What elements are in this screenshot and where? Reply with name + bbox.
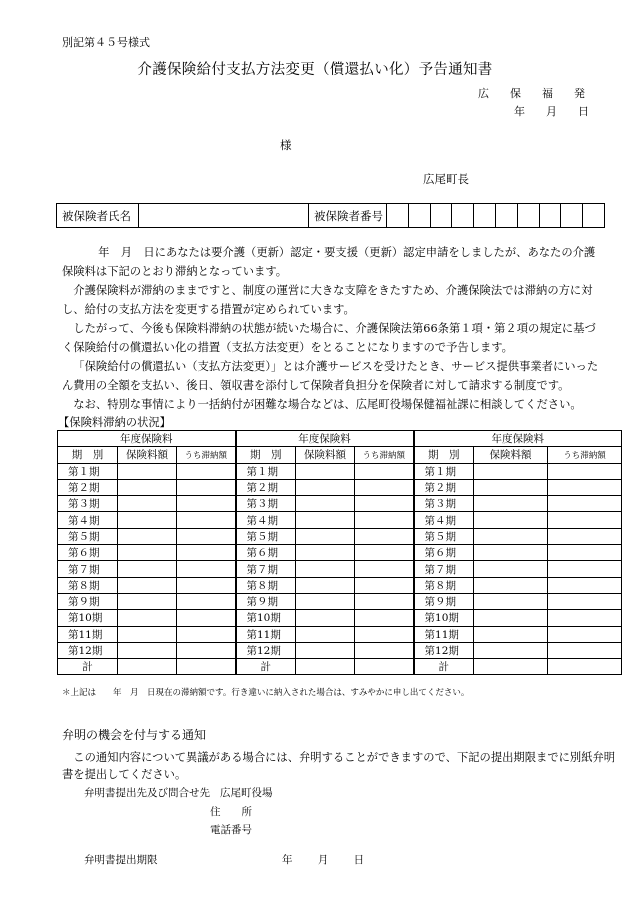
total-row bbox=[58, 659, 622, 675]
amount-cell[interactable] bbox=[296, 479, 355, 495]
period-label: 第７期 bbox=[414, 561, 474, 577]
period-row bbox=[58, 463, 622, 479]
period-label: 第６期 bbox=[58, 545, 118, 561]
unpaid-cell[interactable] bbox=[355, 659, 414, 675]
date-day: 日 bbox=[578, 105, 589, 118]
amount-cell[interactable] bbox=[474, 528, 548, 544]
period-label: 第12期 bbox=[236, 642, 296, 658]
period-row bbox=[58, 528, 622, 544]
addressee-suffix: 様 bbox=[280, 138, 292, 152]
year-header: 年度保険料 bbox=[58, 431, 236, 447]
amount-cell[interactable] bbox=[296, 561, 355, 577]
insured-number-digit[interactable] bbox=[561, 204, 583, 228]
notice-paragraph: 介護保険料が滞納のままですと、制度の運営に大きな支障をきたすため、介護保険法では滞納の方に対し、給付の支払方法を変更する措置が定められています。 bbox=[62, 284, 593, 316]
insured-number-digit[interactable] bbox=[495, 204, 517, 228]
arrears-table bbox=[57, 430, 622, 675]
amount-cell[interactable] bbox=[118, 561, 177, 577]
period-label: 第７期 bbox=[58, 561, 118, 577]
unpaid-cell[interactable] bbox=[355, 545, 414, 561]
amount-cell[interactable] bbox=[474, 512, 548, 528]
deadline-date: 年 月 日 bbox=[282, 854, 365, 866]
unpaid-cell[interactable] bbox=[355, 626, 414, 642]
amount-cell[interactable] bbox=[474, 561, 548, 577]
insured-number-digit[interactable] bbox=[408, 204, 430, 228]
contact-label: 弁明書提出先及び問合せ先 bbox=[84, 787, 210, 799]
date-month: 月 bbox=[546, 105, 557, 118]
insured-number-digit[interactable] bbox=[583, 204, 605, 228]
bemei-body bbox=[62, 749, 622, 783]
period-row bbox=[58, 496, 622, 512]
period-label: 第１期 bbox=[58, 463, 118, 479]
period-label: 第11期 bbox=[58, 626, 118, 642]
insured-number-digit[interactable] bbox=[387, 204, 409, 228]
unpaid-cell[interactable] bbox=[177, 528, 236, 544]
amount-cell[interactable] bbox=[118, 512, 177, 528]
form-number: 別記第４５号様式 bbox=[62, 36, 150, 49]
notice-paragraph: 年 月 日にあなたは要介護（更新）認定・要支援（更新）認定申請をしましたが、あなたの介護保険料は下記のとおり滞納となっています。 bbox=[62, 246, 596, 278]
unpaid-cell[interactable] bbox=[548, 463, 622, 479]
insured-number-digit[interactable] bbox=[430, 204, 452, 228]
amount-cell[interactable] bbox=[474, 463, 548, 479]
arrears-section-title: 【保険料滞納の状況】 bbox=[58, 416, 171, 429]
amount-cell[interactable] bbox=[118, 463, 177, 479]
total-label: 計 bbox=[58, 659, 118, 675]
period-label: 第10期 bbox=[58, 610, 118, 626]
col-amount: 保険料額 bbox=[474, 447, 548, 463]
period-label: 第５期 bbox=[236, 528, 296, 544]
unpaid-cell[interactable] bbox=[355, 577, 414, 593]
unpaid-cell[interactable] bbox=[177, 626, 236, 642]
period-label: 第８期 bbox=[414, 577, 474, 593]
amount-cell[interactable] bbox=[474, 577, 548, 593]
unpaid-cell[interactable] bbox=[355, 496, 414, 512]
column-header-row bbox=[58, 447, 622, 463]
mayor-signature: 広尾町長 bbox=[423, 172, 469, 186]
unpaid-cell[interactable] bbox=[355, 610, 414, 626]
unpaid-cell[interactable] bbox=[177, 545, 236, 561]
unpaid-cell[interactable] bbox=[548, 561, 622, 577]
amount-cell[interactable] bbox=[118, 577, 177, 593]
insured-number-digit[interactable] bbox=[452, 204, 474, 228]
period-label: 第２期 bbox=[58, 479, 118, 495]
unpaid-cell[interactable] bbox=[548, 593, 622, 609]
period-label: 第９期 bbox=[236, 593, 296, 609]
unpaid-cell[interactable] bbox=[177, 561, 236, 577]
insured-number-digit[interactable] bbox=[474, 204, 496, 228]
unpaid-cell[interactable] bbox=[355, 528, 414, 544]
amount-cell[interactable] bbox=[474, 496, 548, 512]
notice-paragraph: 「保険給付の償還払い（支払方法変更）」とは介護サービスを受けたとき、サービス提供事業者にいったん費用の全額を支払い、後日、領収書を添付して保険者負担分を保険者に対して請求する制度です。 bbox=[62, 360, 599, 392]
period-label: 第１期 bbox=[236, 463, 296, 479]
amount-cell[interactable] bbox=[118, 626, 177, 642]
insured-number-digit[interactable] bbox=[517, 204, 539, 228]
period-label: 第11期 bbox=[236, 626, 296, 642]
period-label: 第10期 bbox=[414, 610, 474, 626]
issuer-code bbox=[478, 85, 606, 101]
unpaid-cell[interactable] bbox=[177, 659, 236, 675]
year-header-row bbox=[58, 431, 622, 447]
arrears-footnote: ＊上記は 年 月 日現在の滞納額です。行き違いに納入された場合は、すみやかに申し出てください。 bbox=[62, 688, 470, 698]
amount-cell[interactable] bbox=[118, 593, 177, 609]
unpaid-cell[interactable] bbox=[548, 626, 622, 642]
unpaid-cell[interactable] bbox=[355, 642, 414, 658]
period-row bbox=[58, 512, 622, 528]
period-label: 第10期 bbox=[236, 610, 296, 626]
period-label: 第４期 bbox=[58, 512, 118, 528]
unpaid-cell[interactable] bbox=[355, 463, 414, 479]
insured-number-digit[interactable] bbox=[539, 204, 561, 228]
issuer-char: 広 bbox=[478, 87, 489, 100]
period-label: 第４期 bbox=[236, 512, 296, 528]
period-label: 第４期 bbox=[414, 512, 474, 528]
date-year: 年 bbox=[514, 105, 525, 118]
amount-cell[interactable] bbox=[296, 512, 355, 528]
notice-paragraph: なお、特別な事情により一括納付が困難な場合などは、広尾町役場保健福祉課に相談してください。 bbox=[73, 398, 582, 411]
issuer-char: 福 bbox=[542, 87, 553, 100]
amount-cell[interactable] bbox=[296, 642, 355, 658]
unpaid-cell[interactable] bbox=[548, 479, 622, 495]
amount-cell[interactable] bbox=[474, 626, 548, 642]
period-row bbox=[58, 610, 622, 626]
col-unpaid: うち滞納額 bbox=[355, 447, 414, 463]
unpaid-cell[interactable] bbox=[355, 479, 414, 495]
issuer-char: 保 bbox=[510, 87, 521, 100]
unpaid-cell[interactable] bbox=[177, 577, 236, 593]
period-label: 第６期 bbox=[236, 545, 296, 561]
amount-cell[interactable] bbox=[118, 545, 177, 561]
year-header: 年度保険料 bbox=[414, 431, 622, 447]
unpaid-cell[interactable] bbox=[177, 610, 236, 626]
col-period: 期 別 bbox=[236, 447, 296, 463]
amount-cell[interactable] bbox=[474, 610, 548, 626]
period-label: 第８期 bbox=[58, 577, 118, 593]
col-amount: 保険料額 bbox=[118, 447, 177, 463]
period-row bbox=[58, 626, 622, 642]
period-row bbox=[58, 545, 622, 561]
period-label: 第５期 bbox=[414, 528, 474, 544]
period-label: 第２期 bbox=[414, 479, 474, 495]
period-label: 第６期 bbox=[414, 545, 474, 561]
period-row bbox=[58, 479, 622, 495]
col-amount: 保険料額 bbox=[296, 447, 355, 463]
insured-number-label: 被保険者番号 bbox=[309, 204, 387, 228]
period-label: 第１期 bbox=[414, 463, 474, 479]
amount-cell[interactable] bbox=[474, 593, 548, 609]
unpaid-cell[interactable] bbox=[177, 593, 236, 609]
amount-cell[interactable] bbox=[474, 479, 548, 495]
col-unpaid: うち滞納額 bbox=[548, 447, 622, 463]
period-row bbox=[58, 561, 622, 577]
unpaid-cell[interactable] bbox=[177, 496, 236, 512]
period-label: 第７期 bbox=[236, 561, 296, 577]
amount-cell[interactable] bbox=[118, 479, 177, 495]
period-label: 第12期 bbox=[414, 642, 474, 658]
period-label: 第５期 bbox=[58, 528, 118, 544]
deadline-label: 弁明書提出期限 bbox=[84, 854, 158, 866]
period-label: 第12期 bbox=[58, 642, 118, 658]
period-label: 第９期 bbox=[414, 593, 474, 609]
col-period: 期 別 bbox=[414, 447, 474, 463]
amount-cell[interactable] bbox=[118, 610, 177, 626]
unpaid-cell[interactable] bbox=[548, 512, 622, 528]
insured-name-label: 被保険者氏名 bbox=[57, 204, 139, 228]
amount-cell[interactable] bbox=[474, 545, 548, 561]
unpaid-cell[interactable] bbox=[548, 659, 622, 675]
period-row bbox=[58, 593, 622, 609]
col-unpaid: うち滞納額 bbox=[177, 447, 236, 463]
total-label: 計 bbox=[236, 659, 296, 675]
period-label: 第８期 bbox=[236, 577, 296, 593]
period-label: 第３期 bbox=[58, 496, 118, 512]
issuer-char: 発 bbox=[574, 87, 585, 100]
notice-body bbox=[62, 243, 602, 414]
amount-cell[interactable] bbox=[296, 496, 355, 512]
unpaid-cell[interactable] bbox=[177, 642, 236, 658]
amount-cell[interactable] bbox=[296, 626, 355, 642]
unpaid-cell[interactable] bbox=[548, 545, 622, 561]
period-row bbox=[58, 577, 622, 593]
amount-cell[interactable] bbox=[474, 659, 548, 675]
period-label: 第９期 bbox=[58, 593, 118, 609]
amount-cell[interactable] bbox=[296, 577, 355, 593]
unpaid-cell[interactable] bbox=[548, 528, 622, 544]
period-label: 第11期 bbox=[414, 626, 474, 642]
unpaid-cell[interactable] bbox=[355, 512, 414, 528]
amount-cell[interactable] bbox=[296, 528, 355, 544]
address-label: 住 所 bbox=[210, 806, 252, 818]
amount-cell[interactable] bbox=[118, 496, 177, 512]
amount-cell[interactable] bbox=[296, 593, 355, 609]
amount-cell[interactable] bbox=[296, 545, 355, 561]
document-title: 介護保険給付支払方法変更（償還払い化）予告通知書 bbox=[137, 62, 493, 78]
unpaid-cell[interactable] bbox=[355, 561, 414, 577]
unpaid-cell[interactable] bbox=[177, 479, 236, 495]
period-label: 第３期 bbox=[236, 496, 296, 512]
issue-date bbox=[514, 103, 610, 119]
amount-cell[interactable] bbox=[296, 659, 355, 675]
amount-cell[interactable] bbox=[296, 463, 355, 479]
amount-cell[interactable] bbox=[296, 610, 355, 626]
total-label: 計 bbox=[414, 659, 474, 675]
amount-cell[interactable] bbox=[118, 642, 177, 658]
amount-cell[interactable] bbox=[118, 659, 177, 675]
unpaid-cell[interactable] bbox=[548, 496, 622, 512]
insured-name-field[interactable] bbox=[139, 204, 309, 228]
period-label: 第３期 bbox=[414, 496, 474, 512]
col-period: 期 別 bbox=[58, 447, 118, 463]
unpaid-cell[interactable] bbox=[177, 463, 236, 479]
insured-info-table bbox=[56, 203, 605, 228]
unpaid-cell[interactable] bbox=[355, 593, 414, 609]
bemei-heading: 弁明の機会を付与する通知 bbox=[62, 728, 207, 742]
notice-paragraph: したがって、今後も保険料滞納の状態が続いた場合に、介護保険法第66条第１項・第２項の規定に基づく保険給付の償還払い化の措置（支払方法変更）をとることになりますので予告します。 bbox=[62, 322, 596, 354]
unpaid-cell[interactable] bbox=[548, 642, 622, 658]
unpaid-cell[interactable] bbox=[548, 577, 622, 593]
office-name: 広尾町役場 bbox=[220, 787, 273, 799]
amount-cell[interactable] bbox=[474, 642, 548, 658]
phone-label: 電話番号 bbox=[210, 824, 252, 836]
bemei-paragraph: この通知内容について異議がある場合には、弁明することができますので、下記の提出期限までに別紙弁明書を提出してください。 bbox=[62, 751, 616, 781]
unpaid-cell[interactable] bbox=[177, 512, 236, 528]
year-header: 年度保険料 bbox=[236, 431, 414, 447]
period-row bbox=[58, 642, 622, 658]
period-label: 第２期 bbox=[236, 479, 296, 495]
unpaid-cell[interactable] bbox=[548, 610, 622, 626]
amount-cell[interactable] bbox=[118, 528, 177, 544]
